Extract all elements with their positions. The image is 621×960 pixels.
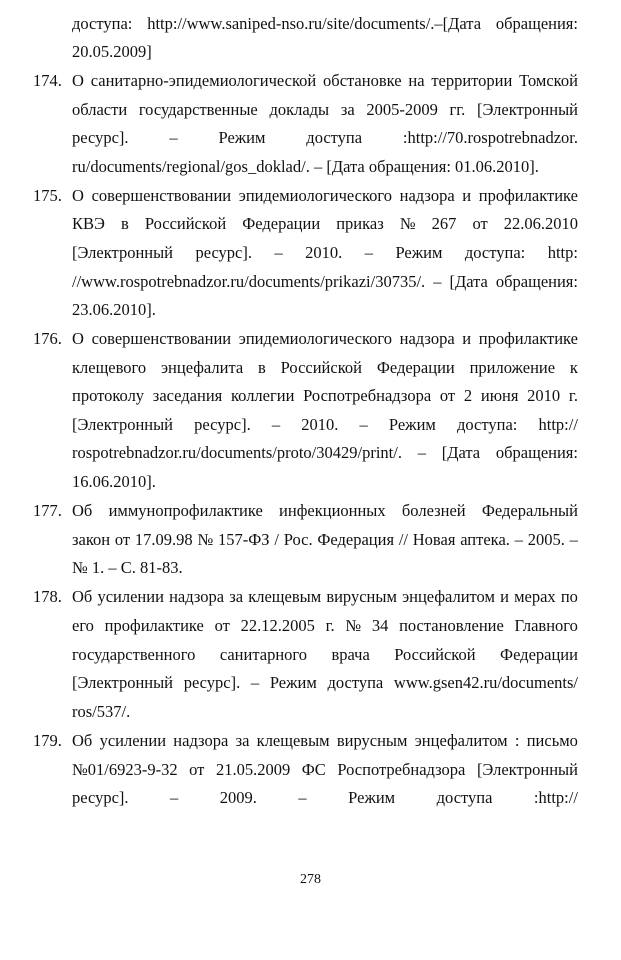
reference-line: КВЭ в Российской Федерации приказ № 267 от 22.06.2010: [72, 214, 578, 233]
reference-line: №01/6923-9-32 от 21.05.2009 ФС Роспотребнадзора [Электронный: [72, 760, 578, 779]
reference-line: государственного санитарного врача Российской Федерации: [72, 645, 578, 664]
reference-line: области государственные доклады за 2005-2009 гг. [Электронный: [72, 100, 578, 119]
reference-line: 16.06.2010].: [72, 472, 156, 491]
reference-line: ru/documents/regional/gos_doklad/. – [Дата обращения: 01.06.2010].: [72, 157, 539, 176]
reference-line: О санитарно-эпидемиологической обстановке на территории Томской: [72, 71, 578, 90]
page-number: 278: [300, 872, 321, 887]
reference-line: Об иммунопрофилактике инфекционных болезней Федеральный: [72, 501, 578, 520]
reference-line: 20.05.2009]: [72, 42, 152, 61]
reference-line: rospotrebnadzor.ru/documents/proto/30429/print/. – [Дата обращения:: [72, 443, 578, 462]
reference-number: 178.: [33, 587, 62, 606]
reference-number: 179.: [33, 731, 62, 750]
reference-line: протоколу заседания коллегии Роспотребнадзора от 2 июня 2010 г.: [72, 386, 578, 405]
reference-line: О совершенствовании эпидемиологического надзора и профилактике: [72, 186, 578, 205]
reference-line: //www.rospotrebnadzor.ru/documents/prikazi/30735/. – [Дата обращения:: [72, 272, 578, 291]
reference-number: 176.: [33, 329, 62, 348]
reference-line: ros/537/.: [72, 702, 131, 721]
reference-line: 23.06.2010].: [72, 300, 156, 319]
reference-number: 175.: [33, 186, 62, 205]
reference-line: доступа: http://www.saniped-nso.ru/site/documents/.–[Дата обращения:: [72, 14, 578, 33]
reference-line: Об усилении надзора за клещевым вирусным энцефалитом : письмо: [72, 731, 578, 750]
reference-line: [Электронный ресурс]. – 2010. – Режим доступа: http://: [72, 415, 578, 434]
reference-line: О совершенствовании эпидемиологического надзора и профилактике: [72, 329, 578, 348]
reference-number: 177.: [33, 501, 62, 520]
reference-line: ресурс]. – Режим доступа :http://70.rospotrebnadzor.: [72, 128, 578, 147]
reference-line: Об усилении надзора за клещевым вирусным энцефалитом и мерах по: [72, 587, 578, 606]
reference-line: [Электронный ресурс]. – Режим доступа www.gsen42.ru/documents/: [72, 673, 578, 692]
reference-line: его профилактике от 22.12.2005 г. № 34 постановление Главного: [72, 616, 578, 635]
reference-line: закон от 17.09.98 № 157-ФЗ / Рос. Федерация // Новая аптека. – 2005. –: [72, 530, 578, 549]
reference-line: № 1. – С. 81-83.: [72, 558, 183, 577]
reference-line: клещевого энцефалита в Российской Федерации приложение к: [72, 358, 578, 377]
reference-line: [Электронный ресурс]. – 2010. – Режим доступа: http:: [72, 243, 578, 262]
reference-number: 174.: [33, 71, 62, 90]
reference-line: ресурс]. – 2009. – Режим доступа :http://: [72, 788, 578, 807]
